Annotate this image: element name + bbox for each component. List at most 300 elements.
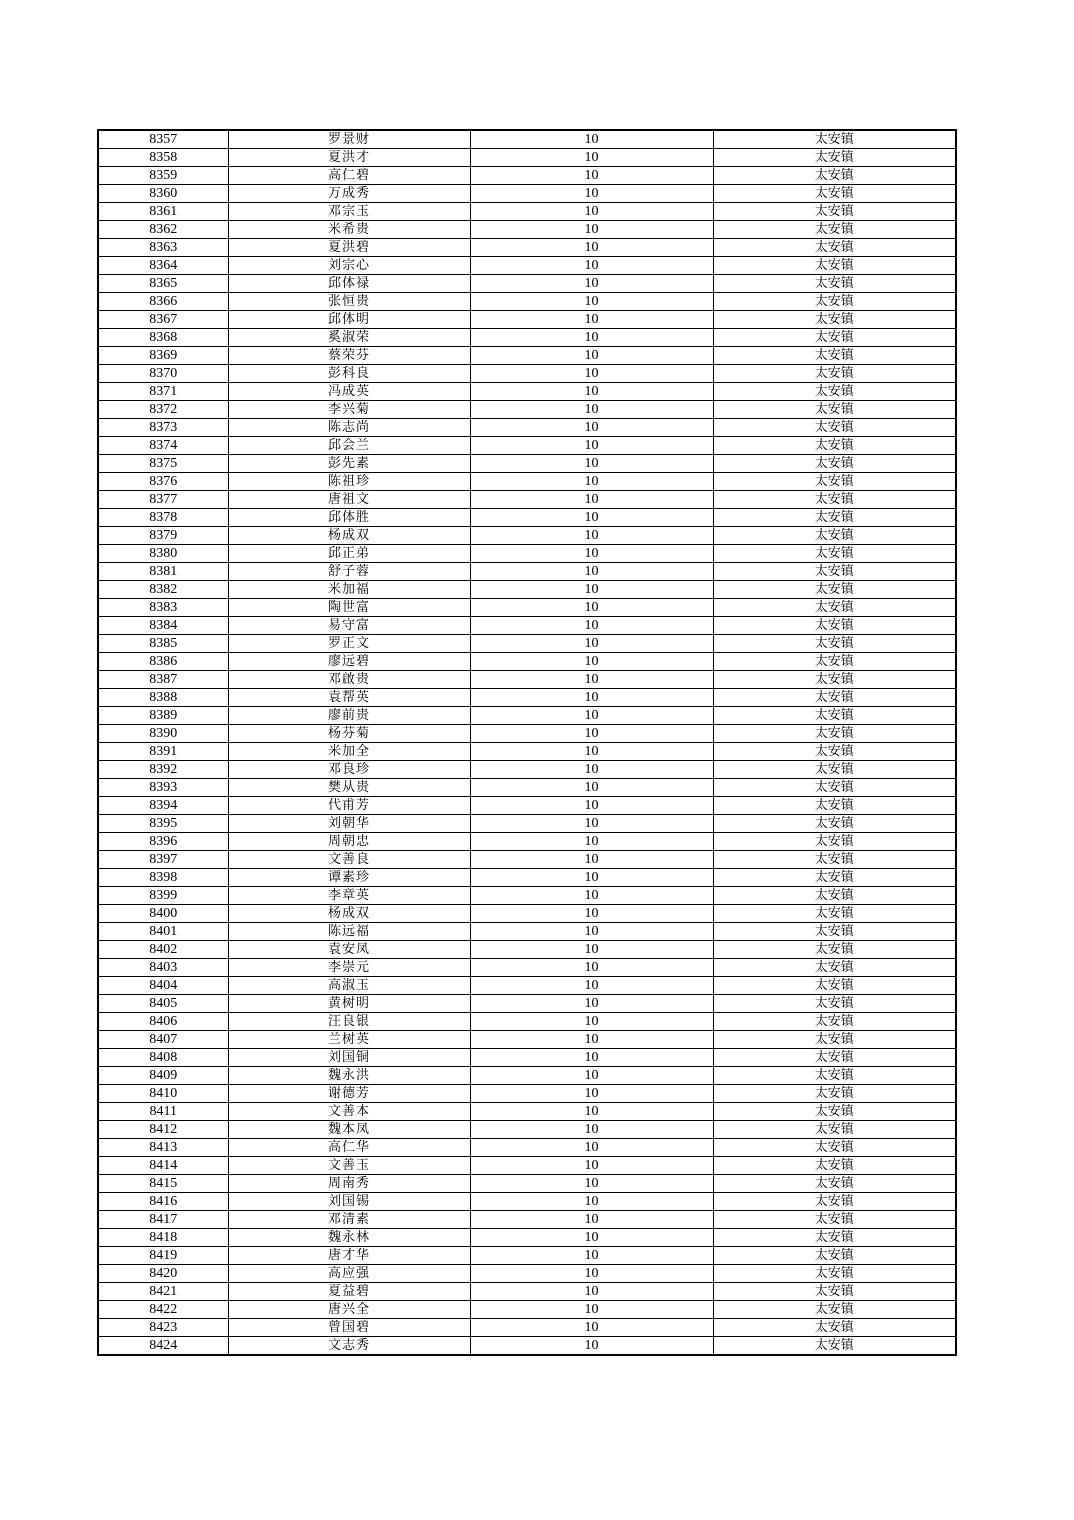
amount-cell: 10 [470,473,713,491]
amount-cell: 10 [470,130,713,149]
row-number-cell: 8364 [98,257,228,275]
name-cell: 邓良珍 [228,761,470,779]
town-cell: 太安镇 [713,689,956,707]
town-cell: 太安镇 [713,167,956,185]
name-cell: 易守富 [228,617,470,635]
town-cell: 太安镇 [713,761,956,779]
town-cell: 太安镇 [713,1031,956,1049]
name-cell: 代甫芳 [228,797,470,815]
name-cell: 袁帮英 [228,689,470,707]
amount-cell: 10 [470,869,713,887]
town-cell: 太安镇 [713,887,956,905]
town-cell: 太安镇 [713,833,956,851]
row-number-cell: 8375 [98,455,228,473]
row-number-cell: 8387 [98,671,228,689]
name-cell: 高应强 [228,1265,470,1283]
amount-cell: 10 [470,977,713,995]
table-row [98,815,956,833]
name-cell: 米加全 [228,743,470,761]
name-cell: 邓啟贵 [228,671,470,689]
table-row [98,509,956,527]
amount-cell: 10 [470,1211,713,1229]
table-row [98,347,956,365]
amount-cell: 10 [470,563,713,581]
amount-cell: 10 [470,725,713,743]
table-row [98,707,956,725]
name-cell: 陶世富 [228,599,470,617]
row-number-cell: 8392 [98,761,228,779]
town-cell: 太安镇 [713,995,956,1013]
town-cell: 太安镇 [713,257,956,275]
row-number-cell: 8406 [98,1013,228,1031]
amount-cell: 10 [470,1049,713,1067]
town-cell: 太安镇 [713,725,956,743]
row-number-cell: 8371 [98,383,228,401]
amount-cell: 10 [470,1121,713,1139]
table-row [98,797,956,815]
row-number-cell: 8414 [98,1157,228,1175]
name-cell: 陈志尚 [228,419,470,437]
row-number-cell: 8399 [98,887,228,905]
name-cell: 高仁碧 [228,167,470,185]
table-row [98,239,956,257]
row-number-cell: 8377 [98,491,228,509]
table-row [98,1013,956,1031]
amount-cell: 10 [470,1229,713,1247]
row-number-cell: 8369 [98,347,228,365]
table-row [98,1157,956,1175]
row-number-cell: 8358 [98,149,228,167]
town-cell: 太安镇 [713,599,956,617]
town-cell: 太安镇 [713,1157,956,1175]
name-cell: 张恒贵 [228,293,470,311]
name-cell: 彭先素 [228,455,470,473]
amount-cell: 10 [470,707,713,725]
amount-cell: 10 [470,905,713,923]
name-cell: 邱体明 [228,311,470,329]
town-cell: 太安镇 [713,941,956,959]
row-number-cell: 8376 [98,473,228,491]
name-cell: 周朝忠 [228,833,470,851]
table-row [98,1319,956,1337]
town-cell: 太安镇 [713,851,956,869]
name-cell: 曾国碧 [228,1319,470,1337]
name-cell: 唐才华 [228,1247,470,1265]
amount-cell: 10 [470,329,713,347]
table-row [98,203,956,221]
town-cell: 太安镇 [713,1229,956,1247]
table-row [98,959,956,977]
row-number-cell: 8402 [98,941,228,959]
amount-cell: 10 [470,779,713,797]
town-cell: 太安镇 [713,185,956,203]
town-cell: 太安镇 [713,437,956,455]
name-cell: 文善本 [228,1103,470,1121]
name-cell: 陈远福 [228,923,470,941]
row-number-cell: 8359 [98,167,228,185]
amount-cell: 10 [470,599,713,617]
town-cell: 太安镇 [713,1193,956,1211]
table-row [98,1103,956,1121]
row-number-cell: 8407 [98,1031,228,1049]
name-cell: 唐祖文 [228,491,470,509]
table-row [98,635,956,653]
amount-cell: 10 [470,1319,713,1337]
name-cell: 邓宗玉 [228,203,470,221]
row-number-cell: 8393 [98,779,228,797]
amount-cell: 10 [470,743,713,761]
town-cell: 太安镇 [713,581,956,599]
row-number-cell: 8411 [98,1103,228,1121]
table-row [98,437,956,455]
town-cell: 太安镇 [713,1121,956,1139]
name-cell: 樊从贵 [228,779,470,797]
amount-cell: 10 [470,509,713,527]
row-number-cell: 8362 [98,221,228,239]
town-cell: 太安镇 [713,545,956,563]
town-cell: 太安镇 [713,293,956,311]
name-cell: 魏永洪 [228,1067,470,1085]
name-cell: 高淑玉 [228,977,470,995]
table-row [98,455,956,473]
name-cell: 夏益碧 [228,1283,470,1301]
name-cell: 杨成双 [228,905,470,923]
table-row [98,1031,956,1049]
name-cell: 舒子蓉 [228,563,470,581]
name-cell: 夏洪才 [228,149,470,167]
table-row [98,383,956,401]
name-cell: 汪良银 [228,1013,470,1031]
amount-cell: 10 [470,167,713,185]
town-cell: 太安镇 [713,1247,956,1265]
row-number-cell: 8366 [98,293,228,311]
name-cell: 邓清素 [228,1211,470,1229]
table-row [98,833,956,851]
name-cell: 奚淑荣 [228,329,470,347]
row-number-cell: 8378 [98,509,228,527]
table-row [98,599,956,617]
table-row [98,419,956,437]
town-cell: 太安镇 [713,365,956,383]
row-number-cell: 8403 [98,959,228,977]
amount-cell: 10 [470,203,713,221]
amount-cell: 10 [470,671,713,689]
row-number-cell: 8373 [98,419,228,437]
name-cell: 李章英 [228,887,470,905]
row-number-cell: 8424 [98,1337,228,1356]
table-row [98,941,956,959]
name-cell: 冯成英 [228,383,470,401]
town-cell: 太安镇 [713,130,956,149]
row-number-cell: 8418 [98,1229,228,1247]
amount-cell: 10 [470,1031,713,1049]
name-cell: 文志秀 [228,1337,470,1356]
amount-cell: 10 [470,815,713,833]
roster-table [97,129,957,1356]
town-cell: 太安镇 [713,1265,956,1283]
table-row [98,725,956,743]
town-cell: 太安镇 [713,1085,956,1103]
town-cell: 太安镇 [713,1103,956,1121]
town-cell: 太安镇 [713,797,956,815]
town-cell: 太安镇 [713,527,956,545]
row-number-cell: 8367 [98,311,228,329]
town-cell: 太安镇 [713,221,956,239]
row-number-cell: 8412 [98,1121,228,1139]
amount-cell: 10 [470,851,713,869]
name-cell: 万成秀 [228,185,470,203]
name-cell: 李兴菊 [228,401,470,419]
amount-cell: 10 [470,311,713,329]
amount-cell: 10 [470,383,713,401]
table-row [98,1301,956,1319]
name-cell: 刘国铜 [228,1049,470,1067]
name-cell: 邱正弟 [228,545,470,563]
amount-cell: 10 [470,959,713,977]
table-row [98,1121,956,1139]
town-cell: 太安镇 [713,617,956,635]
amount-cell: 10 [470,1067,713,1085]
table-row [98,779,956,797]
row-number-cell: 8396 [98,833,228,851]
amount-cell: 10 [470,401,713,419]
amount-cell: 10 [470,1337,713,1356]
town-cell: 太安镇 [713,779,956,797]
table-row [98,1139,956,1157]
amount-cell: 10 [470,347,713,365]
name-cell: 廖前贵 [228,707,470,725]
town-cell: 太安镇 [713,743,956,761]
amount-cell: 10 [470,887,713,905]
row-number-cell: 8417 [98,1211,228,1229]
town-cell: 太安镇 [713,401,956,419]
name-cell: 米希贵 [228,221,470,239]
town-cell: 太安镇 [713,203,956,221]
row-number-cell: 8391 [98,743,228,761]
amount-cell: 10 [470,1157,713,1175]
town-cell: 太安镇 [713,509,956,527]
amount-cell: 10 [470,437,713,455]
table-row [98,1067,956,1085]
row-number-cell: 8372 [98,401,228,419]
table-row [98,1265,956,1283]
row-number-cell: 8415 [98,1175,228,1193]
town-cell: 太安镇 [713,383,956,401]
amount-cell: 10 [470,1013,713,1031]
table-row [98,1211,956,1229]
town-cell: 太安镇 [713,707,956,725]
row-number-cell: 8360 [98,185,228,203]
amount-cell: 10 [470,1085,713,1103]
name-cell: 刘国锡 [228,1193,470,1211]
row-number-cell: 8394 [98,797,228,815]
name-cell: 彭科良 [228,365,470,383]
table-row [98,257,956,275]
town-cell: 太安镇 [713,1175,956,1193]
row-number-cell: 8408 [98,1049,228,1067]
town-cell: 太安镇 [713,1211,956,1229]
table-row [98,1247,956,1265]
table-row [98,869,956,887]
amount-cell: 10 [470,653,713,671]
name-cell: 夏洪碧 [228,239,470,257]
town-cell: 太安镇 [713,1013,956,1031]
town-cell: 太安镇 [713,455,956,473]
town-cell: 太安镇 [713,329,956,347]
town-cell: 太安镇 [713,239,956,257]
name-cell: 罗景财 [228,130,470,149]
table-row [98,1283,956,1301]
row-number-cell: 8421 [98,1283,228,1301]
name-cell: 刘朝华 [228,815,470,833]
town-cell: 太安镇 [713,653,956,671]
name-cell: 周南秀 [228,1175,470,1193]
name-cell: 邱体胜 [228,509,470,527]
amount-cell: 10 [470,1247,713,1265]
table-row [98,887,956,905]
town-cell: 太安镇 [713,1319,956,1337]
amount-cell: 10 [470,833,713,851]
town-cell: 太安镇 [713,905,956,923]
table-row [98,743,956,761]
name-cell: 蔡荣芬 [228,347,470,365]
town-cell: 太安镇 [713,1139,956,1157]
row-number-cell: 8390 [98,725,228,743]
amount-cell: 10 [470,527,713,545]
row-number-cell: 8379 [98,527,228,545]
amount-cell: 10 [470,1301,713,1319]
amount-cell: 10 [470,1175,713,1193]
amount-cell: 10 [470,689,713,707]
town-cell: 太安镇 [713,311,956,329]
table-row [98,1337,956,1356]
row-number-cell: 8384 [98,617,228,635]
table-row [98,1175,956,1193]
amount-cell: 10 [470,149,713,167]
amount-cell: 10 [470,185,713,203]
roster-table-body [98,130,956,1355]
row-number-cell: 8368 [98,329,228,347]
town-cell: 太安镇 [713,635,956,653]
name-cell: 谢德芳 [228,1085,470,1103]
amount-cell: 10 [470,1283,713,1301]
row-number-cell: 8361 [98,203,228,221]
name-cell: 邱会兰 [228,437,470,455]
town-cell: 太安镇 [713,923,956,941]
amount-cell: 10 [470,419,713,437]
row-number-cell: 8380 [98,545,228,563]
row-number-cell: 8383 [98,599,228,617]
row-number-cell: 8410 [98,1085,228,1103]
town-cell: 太安镇 [713,275,956,293]
table-row [98,167,956,185]
amount-cell: 10 [470,923,713,941]
row-number-cell: 8419 [98,1247,228,1265]
row-number-cell: 8357 [98,130,228,149]
amount-cell: 10 [470,221,713,239]
table-row [98,185,956,203]
amount-cell: 10 [470,365,713,383]
town-cell: 太安镇 [713,491,956,509]
name-cell: 兰树英 [228,1031,470,1049]
name-cell: 杨成双 [228,527,470,545]
name-cell: 黄树明 [228,995,470,1013]
town-cell: 太安镇 [713,347,956,365]
town-cell: 太安镇 [713,815,956,833]
table-row [98,293,956,311]
table-row [98,851,956,869]
table-row [98,1193,956,1211]
town-cell: 太安镇 [713,473,956,491]
amount-cell: 10 [470,581,713,599]
table-row [98,545,956,563]
name-cell: 米加福 [228,581,470,599]
row-number-cell: 8416 [98,1193,228,1211]
table-row [98,491,956,509]
amount-cell: 10 [470,995,713,1013]
row-number-cell: 8401 [98,923,228,941]
table-row [98,1049,956,1067]
table-row [98,977,956,995]
name-cell: 谭素珍 [228,869,470,887]
name-cell: 袁安凤 [228,941,470,959]
table-row [98,689,956,707]
town-cell: 太安镇 [713,563,956,581]
table-row [98,149,956,167]
row-number-cell: 8423 [98,1319,228,1337]
table-row [98,581,956,599]
amount-cell: 10 [470,1139,713,1157]
town-cell: 太安镇 [713,959,956,977]
amount-cell: 10 [470,257,713,275]
table-row [98,905,956,923]
amount-cell: 10 [470,491,713,509]
table-row [98,275,956,293]
row-number-cell: 8405 [98,995,228,1013]
town-cell: 太安镇 [713,1301,956,1319]
row-number-cell: 8365 [98,275,228,293]
amount-cell: 10 [470,1193,713,1211]
amount-cell: 10 [470,239,713,257]
table-row [98,365,956,383]
amount-cell: 10 [470,797,713,815]
town-cell: 太安镇 [713,1337,956,1356]
amount-cell: 10 [470,761,713,779]
name-cell: 文善良 [228,851,470,869]
name-cell: 罗正文 [228,635,470,653]
name-cell: 李崇元 [228,959,470,977]
table-row [98,473,956,491]
table-row [98,653,956,671]
table-row [98,527,956,545]
town-cell: 太安镇 [713,977,956,995]
row-number-cell: 8397 [98,851,228,869]
row-number-cell: 8370 [98,365,228,383]
row-number-cell: 8422 [98,1301,228,1319]
amount-cell: 10 [470,275,713,293]
name-cell: 廖远碧 [228,653,470,671]
town-cell: 太安镇 [713,1067,956,1085]
amount-cell: 10 [470,1103,713,1121]
row-number-cell: 8404 [98,977,228,995]
row-number-cell: 8400 [98,905,228,923]
row-number-cell: 8388 [98,689,228,707]
row-number-cell: 8363 [98,239,228,257]
name-cell: 陈祖珍 [228,473,470,491]
amount-cell: 10 [470,941,713,959]
amount-cell: 10 [470,293,713,311]
name-cell: 杨芬菊 [228,725,470,743]
